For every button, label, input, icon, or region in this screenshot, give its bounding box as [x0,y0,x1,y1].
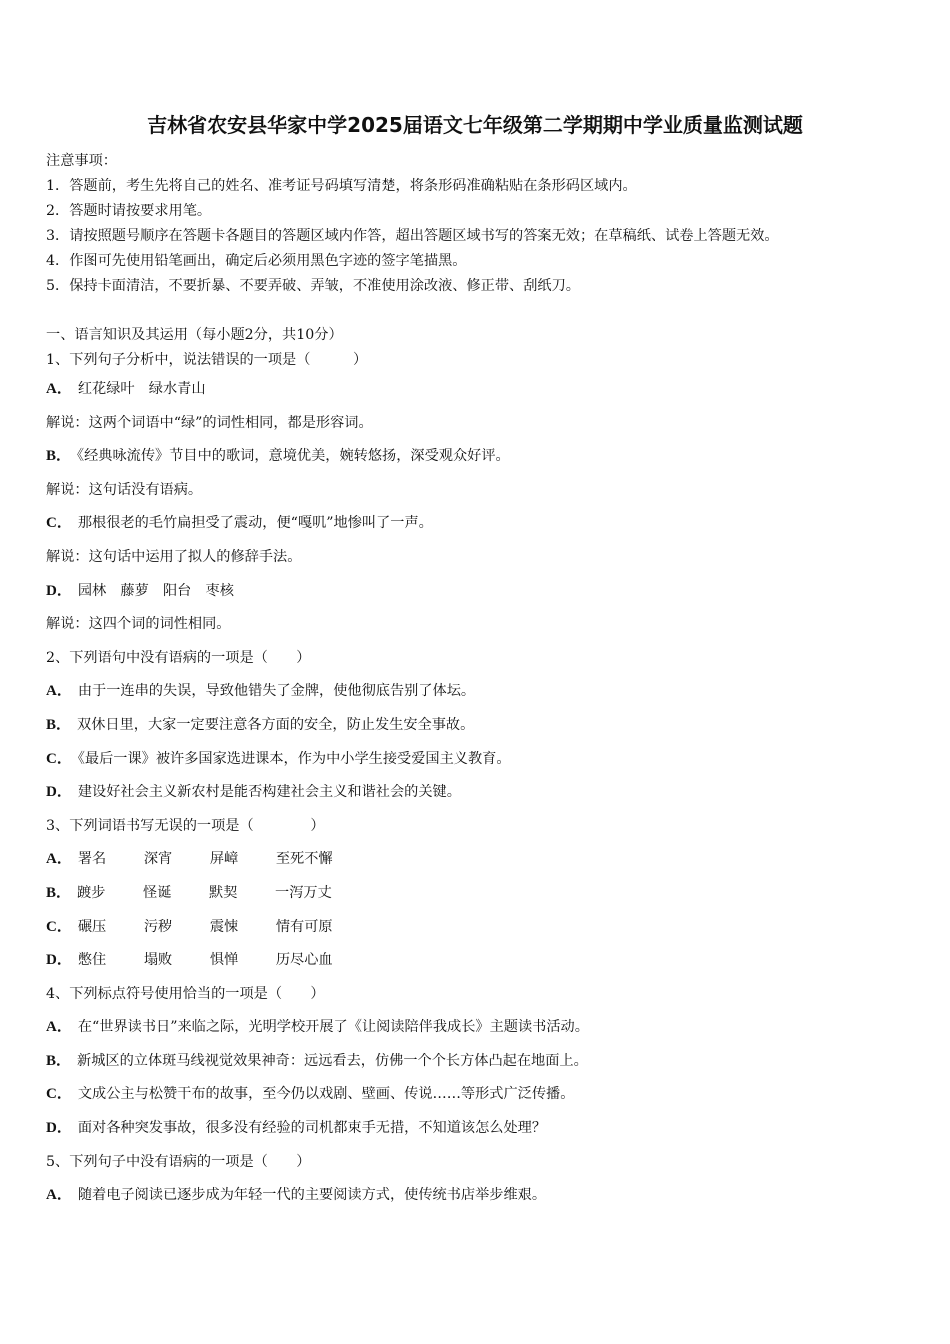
notice-item: 5．保持卡面清洁，不要折暴、不要弄破、弄皱，不准使用涂改液、修正带、刮纸刀。 [46,278,580,294]
question-4-option-b [46,1045,926,1079]
notice-item: 3．请按照题号顺序在答题卡各题目的答题区域内作答，超出答题区域书写的答案无效；在草稿纸、试卷上答题无效。 [46,228,779,244]
option-text: 《经典咏流传》节目中的歌词，意境优美，婉转悠扬，深受观众好评。 [77,448,510,465]
option-text: 新城区的立体斑马线视觉效果神奇：远远看去，仿佛一个个长方体凸起在地面上。 [77,1052,588,1069]
question-3-stem: 3、下列词语书写无误的一项是（ ） [46,817,325,834]
option-letter: A． [46,851,72,868]
option-word: 塌败 [143,952,173,969]
question-1-option-a [46,373,926,407]
question-3-option-c [46,911,926,945]
question-3-option-b [46,877,926,911]
option-text: 文成公主与松赞干布的故事，至今仍以戏剧、壁画、传说……等形式广泛传播。 [77,1086,575,1103]
question-2-option-a [46,675,926,709]
question-4-option-a [46,1011,926,1045]
question-1-note-a: 解说：这两个词语中“绿”的词性相同，都是形容词。 [46,414,373,431]
option-letter: C． [46,750,72,767]
question-2-option-d [46,776,926,810]
option-letter: A． [46,1019,72,1036]
question-4-option-c [46,1078,926,1112]
question-3-option-d [46,944,926,978]
option-word: 历尽心血 [275,952,333,969]
question-1-note-d: 解说：这四个词的词性相同。 [46,616,231,633]
notice-item: 2．答题时请按要求用笔。 [46,203,212,219]
exam-title: 吉林省农安县华家中学2025届语文七年级第二学期期中学业质量监测试题 [147,113,803,137]
option-letter: D． [46,952,72,969]
option-letter: D． [46,1120,72,1137]
option-word: 踱步 [77,884,106,901]
notice-section [46,149,926,299]
question-1-note-b: 解说：这句话没有语病。 [46,481,203,498]
option-word: 污秽 [143,918,173,935]
question-1-stem: 1、下列句子分析中，说法错误的一项是（ ） [46,352,368,368]
option-word: 情有可原 [275,918,333,935]
option-letter: B． [46,1052,72,1069]
option-word: 一泻万丈 [275,884,332,901]
option-letter: B． [46,448,72,465]
question-5-stem: 5、下列句子中没有语病的一项是（ ） [46,1153,311,1170]
option-word: 默契 [209,884,238,901]
option-letter: B． [46,884,72,901]
option-text: 红花绿叶 绿水青山 [77,381,206,397]
option-letter: C． [46,515,72,532]
option-text: 《最后一课》被许多国家选进课本，作为中小学生接受爱国主义教育。 [77,750,511,767]
option-text: 双休日里，大家一定要注意各方面的安全，防止发生安全事故。 [77,716,475,733]
option-text: 建设好社会主义新农村是能否构建社会主义和谐社会的关键。 [77,784,461,801]
notice-heading: 注意事项： [46,153,117,169]
questions-section [46,323,926,1213]
option-word: 深宵 [143,851,173,868]
option-word: 署名 [77,851,107,868]
notice-item: 1．答题前，考生先将自己的姓名、准考证号码填写清楚，将条形码准确粘贴在条形码区域内。 [46,178,637,194]
option-text: 随着电子阅读已逐步成为年轻一代的主要阅读方式，使传统书店举步维艰。 [77,1187,547,1204]
option-word: 震悚 [209,918,239,935]
option-text: 园林 藤萝 阳台 枣核 [77,582,234,599]
question-1-note-c: 解说：这句话中运用了拟人的修辞手法。 [46,548,302,565]
question-4-option-d [46,1112,926,1146]
question-5-option-a [46,1179,926,1213]
question-2-option-c [46,743,926,777]
option-word: 至死不懈 [275,851,333,868]
option-letter: A． [46,683,72,700]
option-word: 怪诞 [143,884,172,901]
option-word: 惧惮 [209,952,239,969]
option-letter: B． [46,716,72,733]
option-letter: A． [46,1187,72,1204]
question-2-option-b [46,709,926,743]
option-letter: C． [46,918,72,935]
option-word: 屏嶂 [209,851,239,868]
option-text: 在“世界读书日”来临之际，光明学校开展了《让阅读陪伴我成长》主题读书活动。 [77,1019,589,1036]
option-letter: A． [46,381,72,397]
notice-item: 4．作图可先使用铅笔画出，确定后必须用黑色字迹的签字笔描黑。 [46,253,467,269]
option-word: 憋住 [77,952,107,969]
option-text: 由于一连串的失误，导致他错失了金牌，使他彻底告别了体坛。 [77,683,476,700]
question-2-stem: 2、下列语句中没有语病的一项是（ ） [46,649,311,666]
question-1-option-d [46,575,926,609]
option-letter: C． [46,1086,72,1103]
question-4-stem: 4、下列标点符号使用恰当的一项是（ ） [46,985,325,1002]
option-word: 碾压 [77,918,107,935]
option-text: 面对各种突发事故，很多没有经验的司机都束手无措，不知道该怎么处理？ [77,1120,547,1137]
question-1-option-b [46,440,926,474]
question-1-option-c [46,507,926,541]
option-letter: D． [46,784,72,801]
question-3-option-a [46,843,926,877]
option-text: 那根很老的毛竹扁担受了震动，便“嘎叽”地惨叫了一声。 [77,515,433,532]
option-letter: D． [46,582,72,599]
section-heading: 一、语言知识及其运用（每小题2分，共10分） [46,327,343,343]
